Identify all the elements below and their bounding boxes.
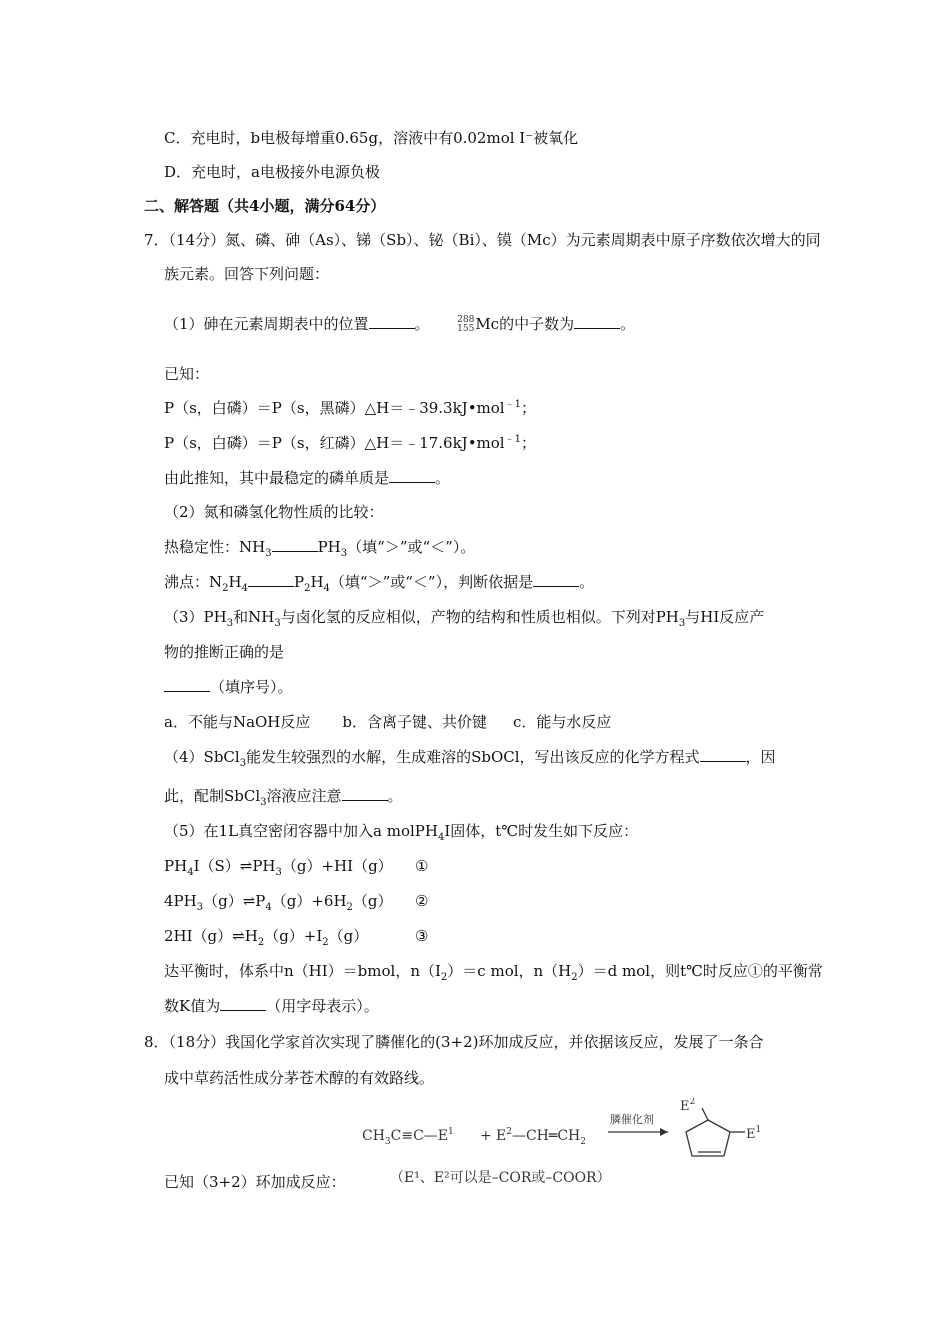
q6-option-d: D．充电时，a电极接外电源负极: [164, 163, 380, 181]
answer-blank[interactable]: [389, 482, 435, 483]
q7-part2: （2）氮和磷氢化物性质的比较：: [164, 503, 384, 521]
q7-reaction-3: $2HI(g)\rightleftharpoons H_2(g)+I_2(g)$: [164, 927, 369, 948]
answer-blank[interactable]: [220, 1010, 266, 1011]
reaction-number-1: ①: [415, 857, 429, 875]
answer-blank[interactable]: [533, 586, 579, 587]
answer-blank[interactable]: [272, 551, 318, 552]
answer-blank[interactable]: [248, 586, 294, 587]
catalyst-label: 膦催化剂: [610, 1113, 654, 1126]
q7-equation-1: P（s，白磷）＝P（s，黑磷）△H＝﹣39.3kJ•mol$^{﹣1}$；: [164, 399, 536, 417]
q7-part3-line3: （填序号）。: [164, 677, 293, 697]
q8-line2: 成中草药活性成分茅苍术醇的有效路线。: [164, 1069, 435, 1087]
q7-part4-line1: （4）SbCl$_3$能发生较强烈的水解，生成难溶的SbOCl，写出该反应的化学方程式 ，因: [164, 748, 776, 769]
q7-part3-line2: 物的推断正确的是: [164, 643, 285, 661]
reaction-scheme: [360, 1098, 780, 1188]
q7-equation-2: P（s，白磷）＝P（s，红磷）△H＝﹣17.6kJ•mol$^{﹣1}$；: [164, 434, 536, 452]
reactant-2: $E^2—CH═CH_2$: [496, 1127, 586, 1147]
q7-k-value: 数K值为 （用字母表示）。: [164, 997, 379, 1015]
reactant-1: $CH_3C\equiv C—E^1$: [362, 1127, 454, 1147]
q8-known: 已知（3+2）环加成反应：: [164, 1173, 346, 1191]
q7-part5: （5）在1L真空密闭容器中加入a molPH$_4$I固体，t℃时发生如下反应：: [164, 822, 639, 843]
q7-intro-line2: 族元素。回答下列问题：: [164, 265, 330, 283]
option-a: a．不能与NaOH反应: [164, 713, 311, 731]
q6-option-c: C．充电时，b电极每增重0.65g，溶液中有0.02mol I⁻被氧化: [164, 129, 579, 147]
q7-equilibrium: 达平衡时，体系中n（HI）＝bmol，$n(I_2)=c$ mol，$n(H_2)=d$ mol，则t℃时反应①的平衡常: [164, 962, 823, 983]
option-c: c．能与水反应: [513, 713, 612, 731]
q7-reaction-2: $4PH_3(g)\rightleftharpoons P_4(g)+6H_2(g)$: [164, 892, 393, 913]
q7-part1: （1）砷在元素周期表中的位置 。 288 155Mc的中子数为 。: [164, 315, 636, 334]
plus-sign: +: [480, 1128, 492, 1144]
product-e2: $E^2$: [680, 1098, 696, 1114]
option-b: b．含离子键、共价键: [342, 713, 487, 731]
q7-part4-line2: 此，配制SbCl$_3$溶液应注意 。: [164, 787, 403, 808]
reaction-number-2: ②: [415, 892, 429, 910]
q7-boiling-point: 沸点：$N_2H_4$ $P_2H_4$（填“＞”或“＜”），判断依据是 。: [164, 573, 595, 594]
section-title: 二、解答题（共4小题，满分64分）: [144, 197, 386, 215]
answer-blank[interactable]: [369, 328, 415, 329]
substituent-note: （E¹、E²可以是–COR或–COOR）: [390, 1170, 611, 1186]
reaction-number-3: ③: [415, 927, 429, 945]
answer-blank[interactable]: [342, 800, 388, 801]
q8-line1: 8．（18分）我国化学家首次实现了膦催化的(3+2)环加成反应，并依据该反应，发展了一条合: [144, 1033, 764, 1051]
q8-number: 8．: [144, 1033, 169, 1051]
answer-blank[interactable]: [700, 761, 746, 762]
product-e1: $E^1$: [746, 1125, 762, 1142]
q7-number: 7．: [144, 231, 169, 249]
answer-blank[interactable]: [574, 328, 620, 329]
isotope-notation: 288 155: [457, 315, 475, 334]
q7-part3-line1: $(3)PH_3$和$NH_3$与卤化氢的反应相似，产物的结构和性质也相似。下列对$PH_3$与HI反应产: [164, 608, 765, 629]
answer-blank[interactable]: [164, 691, 210, 692]
q7-part3-options: [164, 712, 611, 732]
q7-inference: 由此推知，其中最稳定的磷单质是 。: [164, 469, 451, 487]
q7-reaction-1: $PH_4I(S)\rightleftharpoons PH_3(g)+HI(g)$: [164, 857, 393, 878]
q7-thermal-stability: 热稳定性：$NH_3$ $PH_3$（填“＞”或“＜”）。: [164, 538, 476, 559]
q7-intro-line1: 7．（14分）氮、磷、砷（As）、锑（Sb）、铋（Bi）、镆（Mc）为元素周期表中原子序数依次增大的同: [144, 231, 821, 249]
arrow-head: [660, 1128, 668, 1136]
q7-known: 已知：: [164, 365, 210, 383]
cyclopentene-ring: [686, 1108, 745, 1156]
